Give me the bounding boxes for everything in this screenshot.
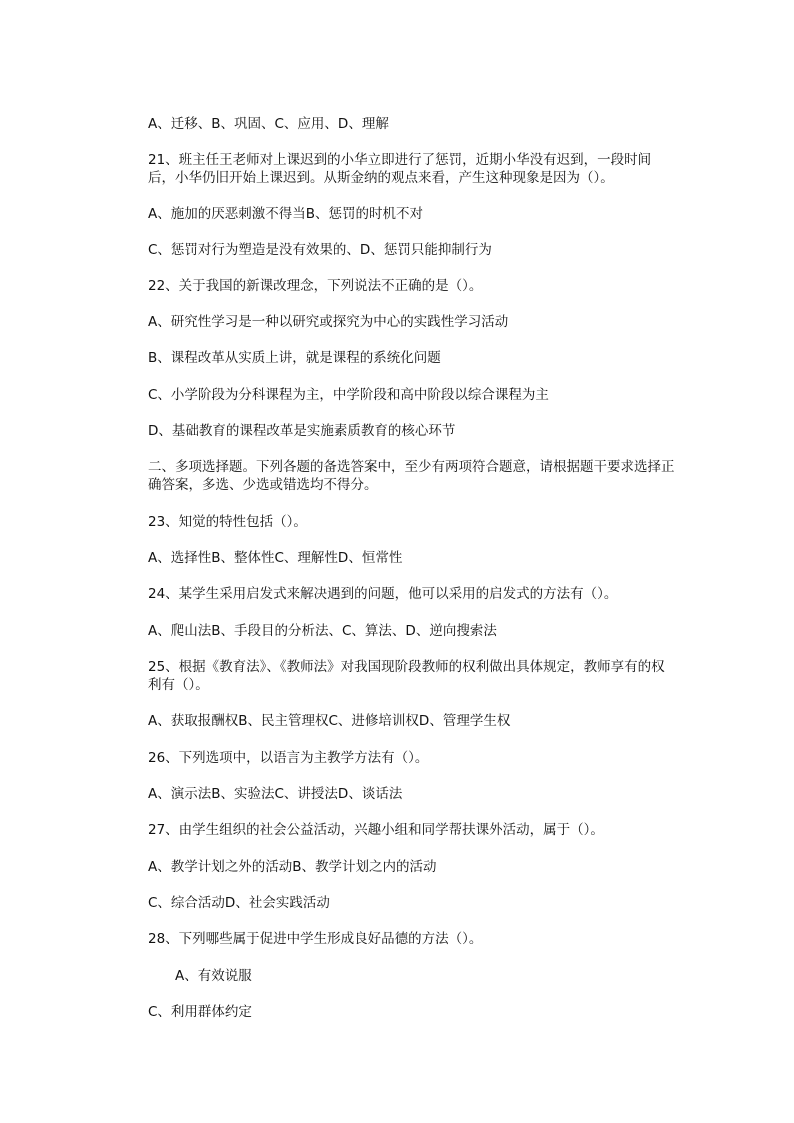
option-line-q24: A、爬山法B、手段目的分析法、C、算法、D、逆向搜索法 [148, 623, 497, 639]
section-heading-multiple-choice: 二、多项选择题。下列各题的备选答案中，至少有两项符合题意，请根据题干要求选择正确答案，多选、少选或错选均不得分。 [148, 459, 675, 493]
option-line-q25: A、获取报酬权B、民主管理权C、进修培训权D、管理学生权 [148, 713, 511, 729]
question-25: 25、根据《教育法》、《教师法》对我国现阶段教师的权利做出具体规定，教师享有的权利有（）。 [148, 659, 665, 693]
option-line-q27-ab: A、教学计划之外的活动B、教学计划之内的活动 [148, 859, 437, 875]
question-24: 24、某学生采用启发式来解决遇到的问题，他可以采用的启发式的方法有（）。 [148, 586, 618, 602]
question-27: 27、由学生组织的社会公益活动，兴趣小组和同学帮扶课外活动，属于（）。 [148, 822, 604, 838]
question-28: 28、下列哪些属于促进中学生形成良好品德的方法（）。 [148, 931, 483, 947]
question-23: 23、知觉的特性包括（）。 [148, 514, 307, 530]
option-line-q23: A、选择性B、整体性C、理解性D、恒常性 [148, 550, 403, 566]
option-q22-a: A、研究性学习是一种以研究或探究为中心的实践性学习活动 [148, 314, 509, 330]
option-q22-c: C、小学阶段为分科课程为主，中学阶段和高中阶段以综合课程为主 [148, 387, 549, 403]
option-q28-a: A、有效说服 [175, 968, 252, 984]
option-line-q21-ab: A、施加的厌恶刺激不得当B、惩罚的时机不对 [148, 206, 423, 222]
question-22: 22、关于我国的新课改理念，下列说法不正确的是（）。 [148, 278, 483, 294]
option-line-q20: A、迁移、B、巩固、C、应用、D、理解 [148, 116, 389, 132]
question-26: 26、下列选项中，以语言为主教学方法有（）。 [148, 750, 429, 766]
option-q22-b: B、课程改革从实质上讲，就是课程的系统化问题 [148, 350, 441, 366]
option-q28-c: C、利用群体约定 [148, 1004, 252, 1020]
option-line-q26: A、演示法B、实验法C、讲授法D、谈话法 [148, 786, 403, 802]
option-line-q27-cd: C、综合活动D、社会实践活动 [148, 895, 330, 911]
question-21: 21、班主任王老师对上课迟到的小华立即进行了惩罚，近期小华没有迟到，一段时间后，小华仍旧开始上课迟到。从斯金纳的观点来看，产生这种现象是因为（）。 [148, 152, 652, 186]
option-q22-d: D、基础教育的课程改革是实施素质教育的核心环节 [148, 423, 456, 439]
option-line-q21-cd: C、惩罚对行为塑造是没有效果的、D、惩罚只能抑制行为 [148, 242, 492, 258]
